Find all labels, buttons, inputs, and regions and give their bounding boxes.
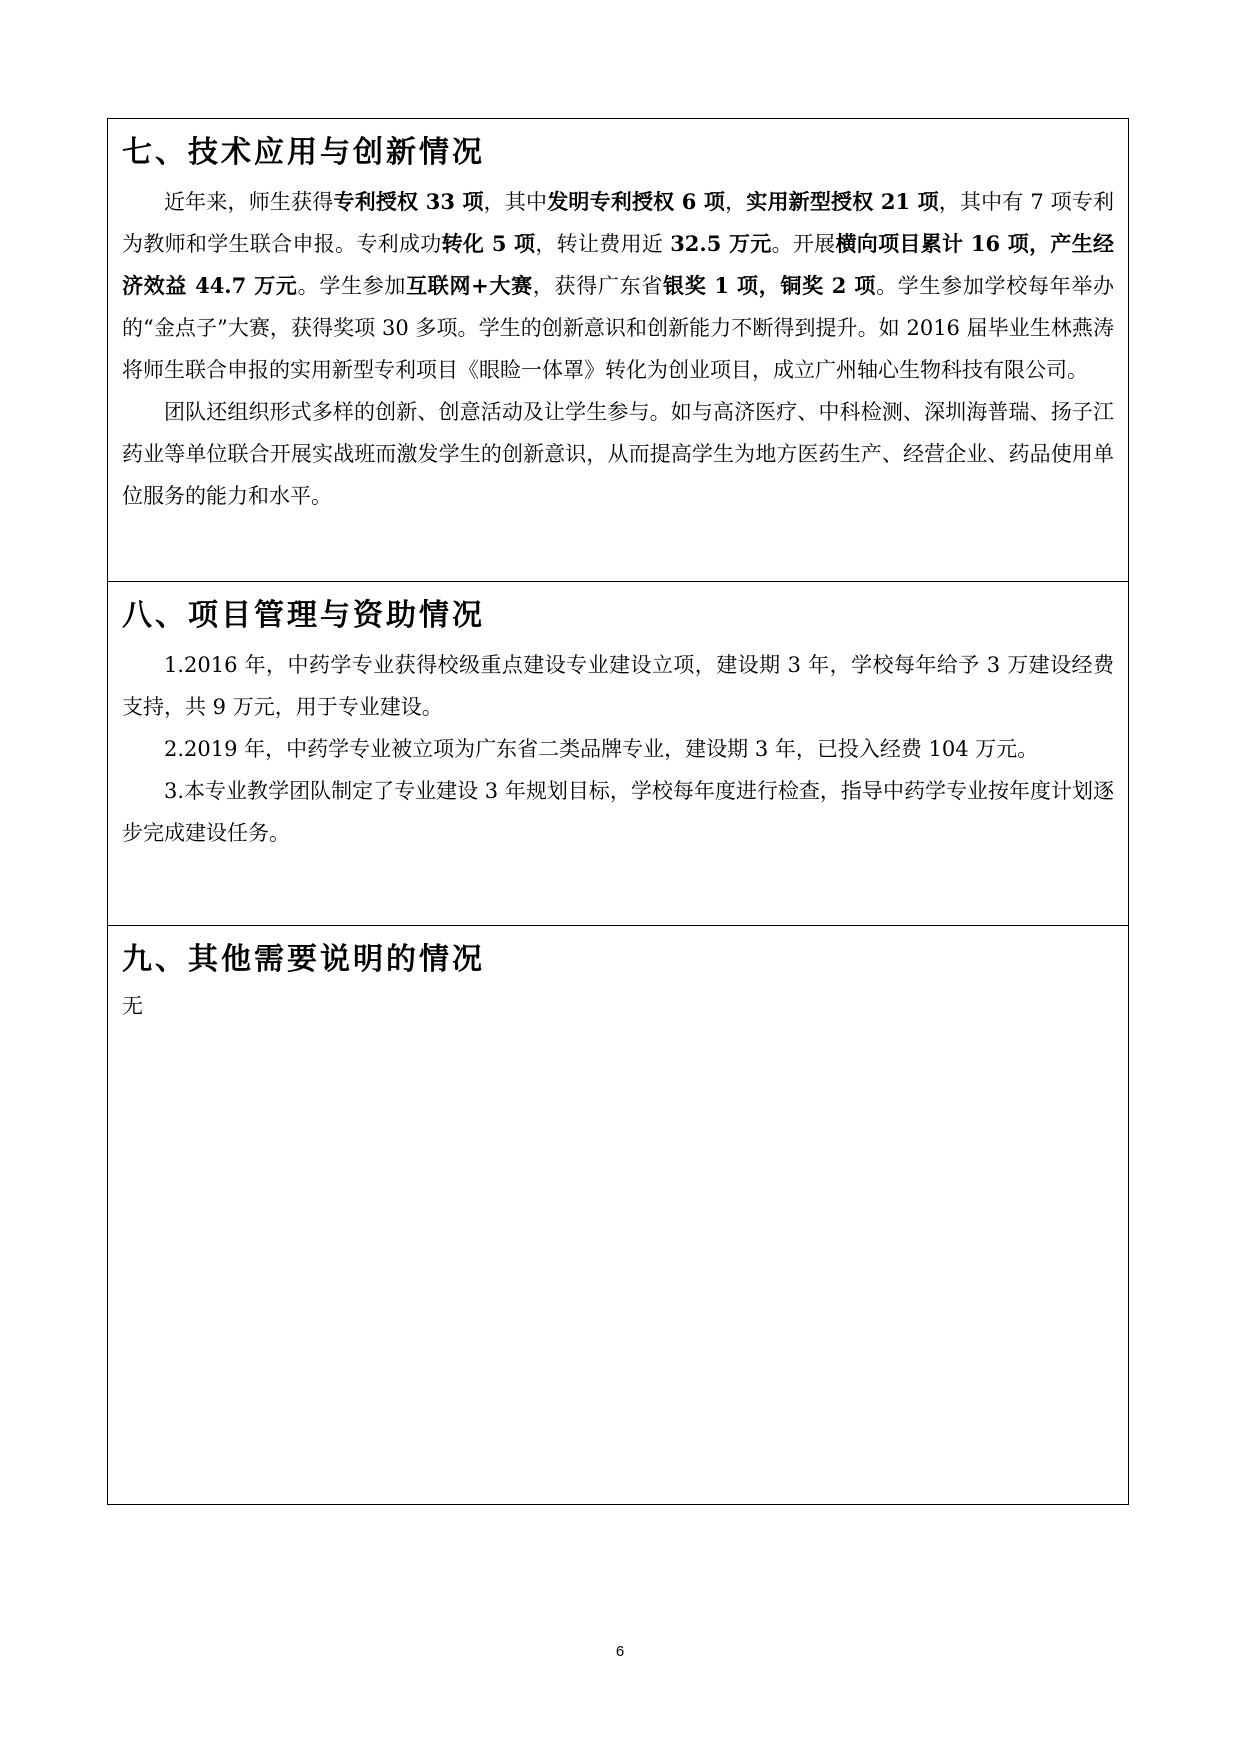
- section-technology-innovation: [108, 119, 1128, 582]
- list-item: 1.2016 年，中药学专业获得校级重点建设专业建设立项，建设期 3 年，学校每年给予 3 万建设经费支持，共 9 万元，用于专业建设。: [122, 653, 1114, 719]
- highlight-text: 银奖 1 项，铜奖 2 项: [663, 273, 877, 298]
- page-number: 6: [615, 1643, 625, 1660]
- text-run: ，其中: [483, 190, 548, 214]
- text-run: ，转让费用近: [535, 232, 671, 256]
- text-run: ，其中有 7 项专利为教师和学生联合申报。专利成功: [122, 190, 1115, 256]
- text-run: ，: [725, 190, 747, 214]
- text-run: 。学生参加学校每年举办的“金点子”大赛，获得奖项 30 多项。学生的创新意识和创新能力不断得到提升。如 2016 届毕业生林燕涛将师生联合申报的实用新型专利项目《眼睑一体罩》转化为创业项目，成立广州轴心生物科技有限公司。: [122, 274, 1115, 382]
- text-run: ，获得广东省: [532, 274, 663, 298]
- section-heading: 九、其他需要说明的情况: [122, 942, 485, 977]
- notes-content: 无: [122, 994, 143, 1018]
- text-run: 。开展: [771, 232, 836, 256]
- section-heading: 七、技术应用与创新情况: [122, 135, 485, 170]
- section-heading: 八、项目管理与资助情况: [122, 598, 485, 633]
- section-project-management: [108, 582, 1128, 926]
- highlight-text: 横向项目累计 16 项，产生经济效益 44.7 万元: [122, 231, 1114, 298]
- highlight-text: 互联网+大赛: [406, 273, 533, 298]
- text-run: 近年来，师生获得: [164, 190, 334, 214]
- paragraph: 团队还组织形式多样的创新、创意活动及让学生参与。如与高济医疗、中科检测、深圳海普瑞、扬子江药业等单位联合开展实战班而激发学生的创新意识，从而提高学生为地方医药生产、经营企业、药品使用单位服务的能力和水平。: [122, 400, 1114, 508]
- highlight-text: 32.5 万元: [670, 231, 772, 256]
- paragraph: [122, 181, 1114, 391]
- text-run: 。学生参加: [297, 274, 407, 298]
- highlight-text: 专利授权 33 项: [333, 189, 484, 214]
- highlight-text: 实用新型授权 21 项: [746, 189, 939, 214]
- section-other-notes: [108, 926, 1128, 1504]
- form-table: [107, 118, 1129, 1505]
- list-item: 2.2019 年，中药学专业被立项为广东省二类品牌专业，建设期 3 年，已投入经费 104 万元。: [164, 737, 1039, 761]
- highlight-text: 发明专利授权 6 项: [547, 189, 726, 214]
- list-item: 3.本专业教学团队制定了专业建设 3 年规划目标，学校每年度进行检查，指导中药学专业按年度计划逐步完成建设任务。: [122, 779, 1114, 845]
- highlight-text: 转化 5 项: [441, 231, 536, 256]
